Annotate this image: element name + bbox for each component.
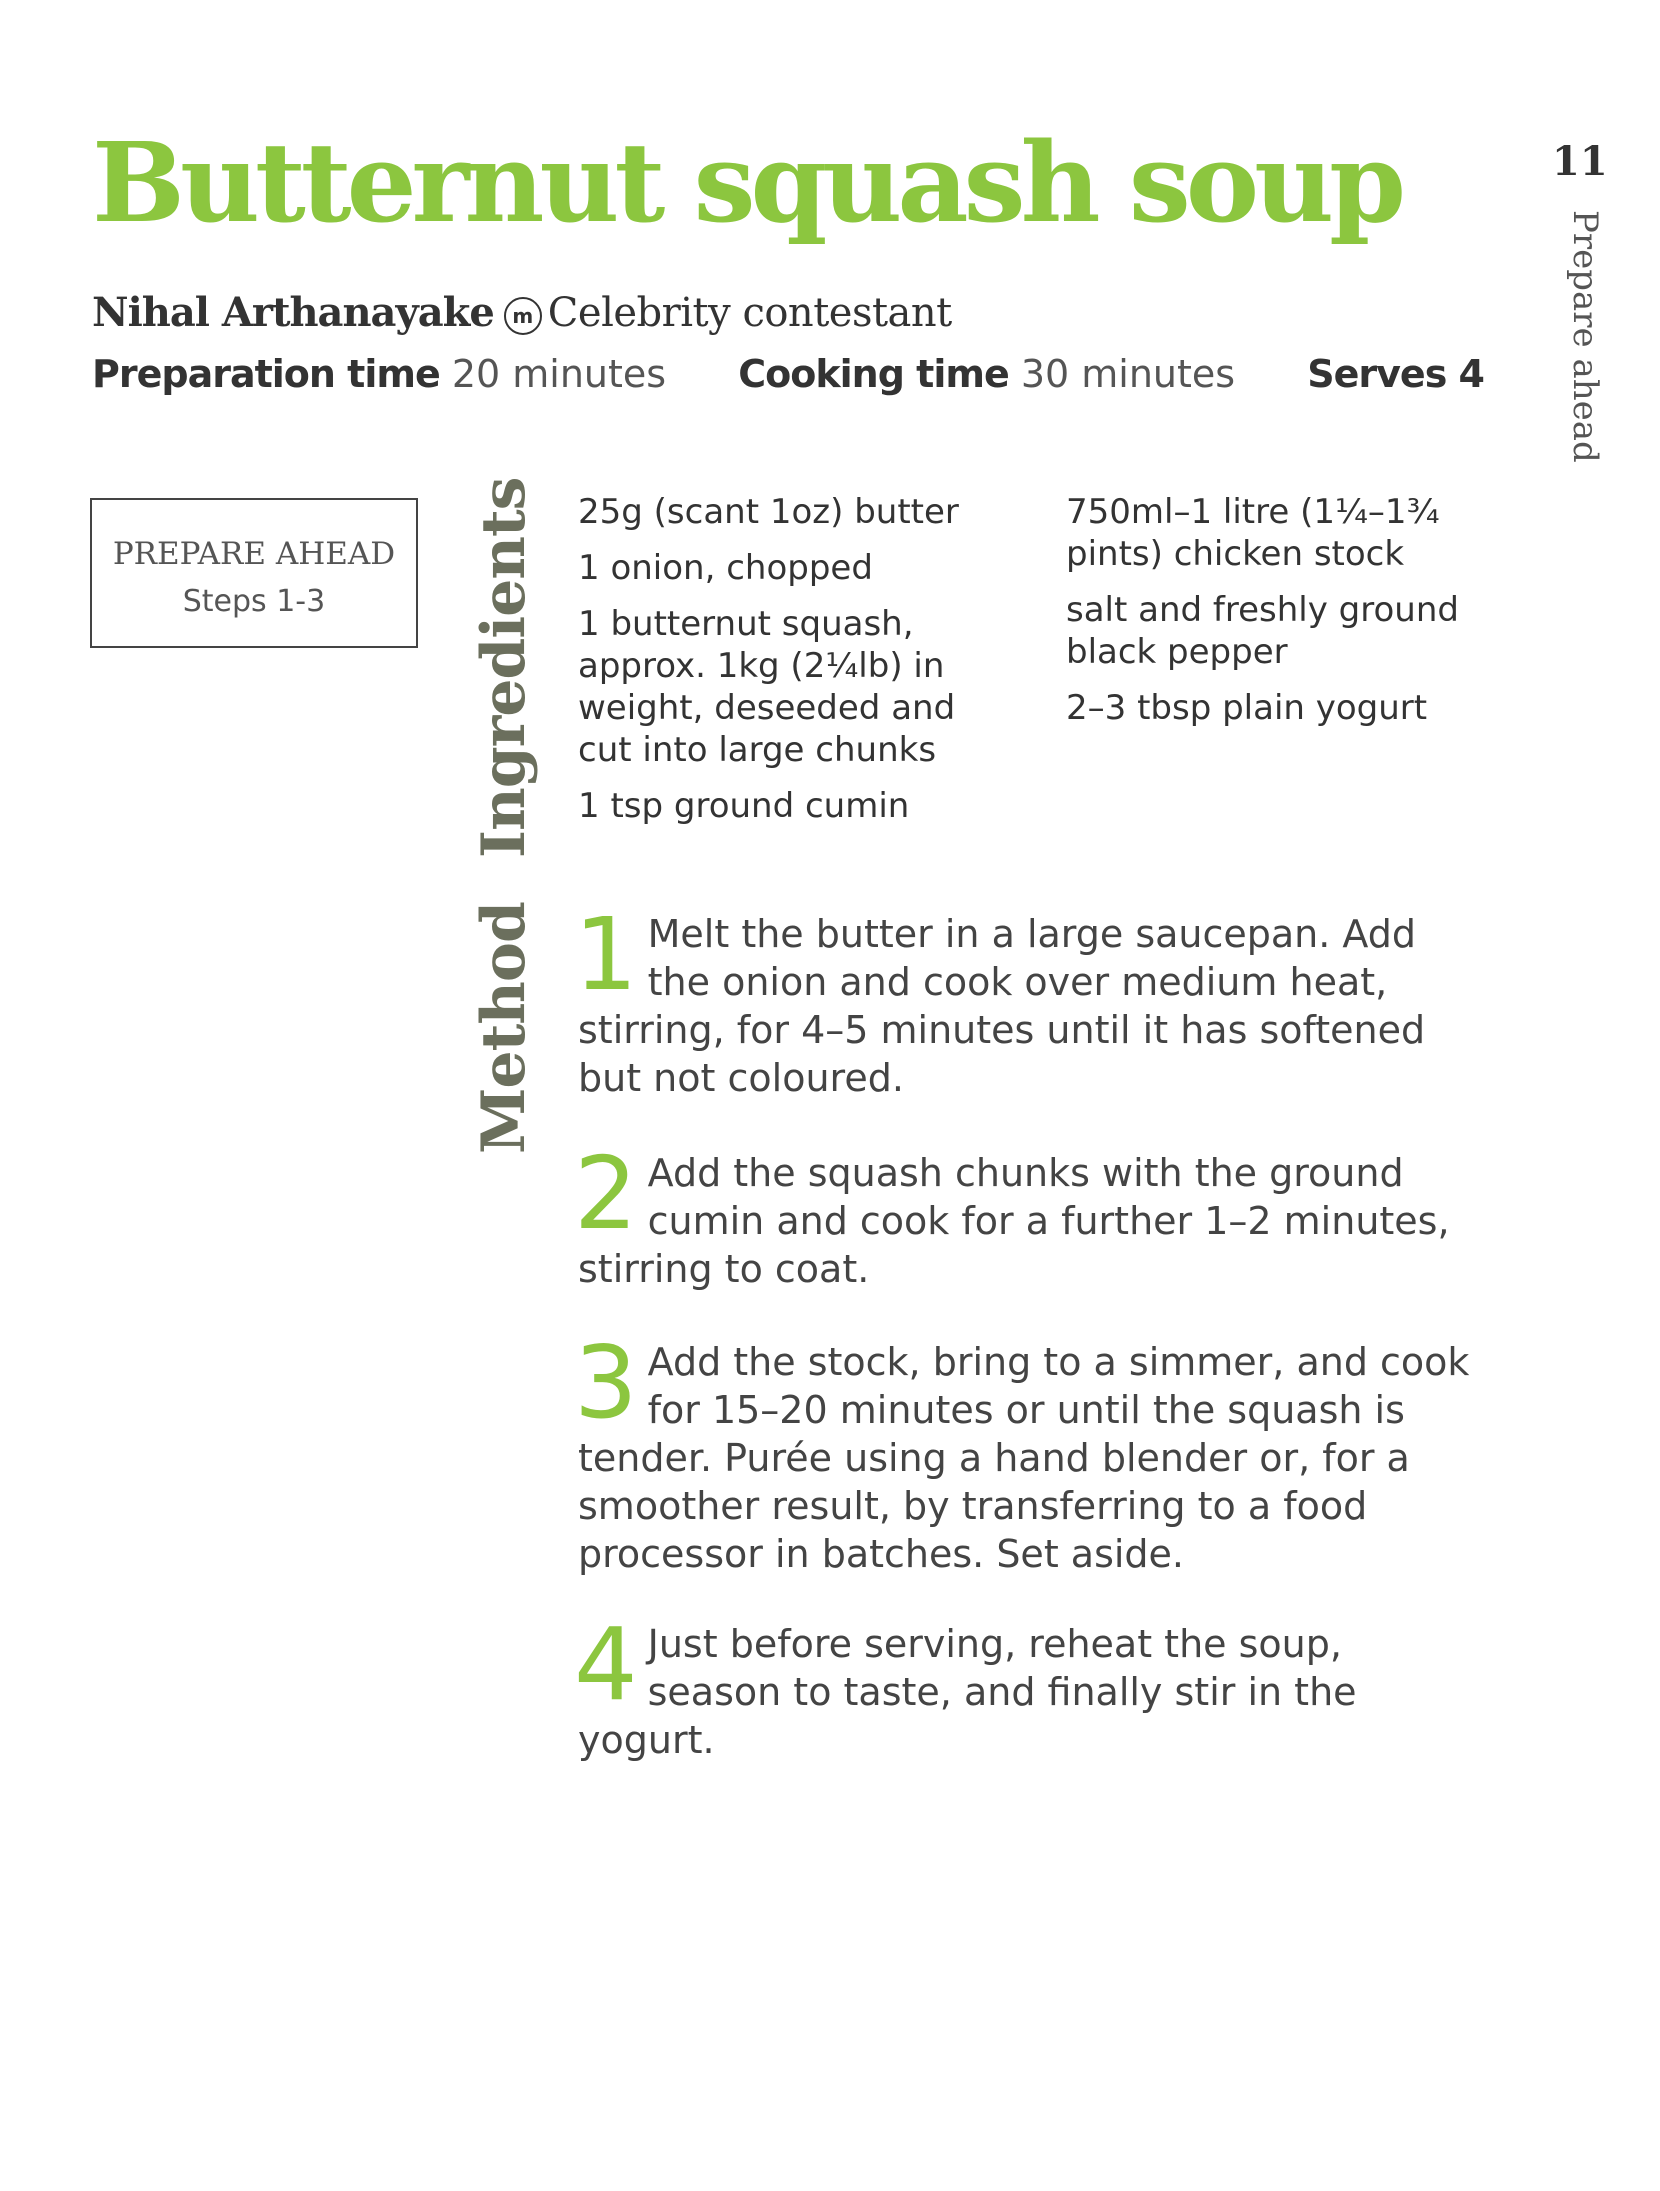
step-number: 4 <box>574 1606 638 1723</box>
ingredient-item: salt and freshly ground black pepper <box>1066 590 1459 672</box>
author-line <box>92 289 952 336</box>
step-text: Just before serving, reheat the soup, season to taste, and finally stir in the yogurt. <box>578 1622 1357 1762</box>
serves-label: Serves 4 <box>1307 352 1484 396</box>
ingredients-column-2 <box>1066 491 1486 743</box>
method-step <box>574 1135 1478 1293</box>
ingredients-column-1 <box>578 491 998 841</box>
ingredients-heading: Ingredients <box>469 477 539 858</box>
page-title: Butternut squash soup <box>92 118 1402 247</box>
recipe-info <box>92 352 1484 396</box>
cook-time-value: 30 minutes <box>1020 352 1236 396</box>
method-heading: Method <box>469 902 539 1154</box>
author-role: Celebrity contestant <box>547 290 952 336</box>
method-step <box>574 896 1478 1102</box>
side-section-label: Prepare ahead <box>1565 210 1605 463</box>
prepare-ahead-heading: PREPARE AHEAD <box>112 536 396 572</box>
step-text: Add the squash chunks with the ground cumin and cook for a further 1–2 minutes, stirring to coat. <box>578 1151 1450 1291</box>
step-number: 1 <box>574 896 638 1013</box>
prep-time-label: Preparation time <box>92 352 440 396</box>
step-number: 2 <box>574 1135 638 1252</box>
cook-time-label: Cooking time <box>738 352 1009 396</box>
method-step <box>574 1324 1478 1578</box>
ingredient-item: 1 onion, chopped <box>578 548 873 588</box>
step-number: 3 <box>574 1324 638 1441</box>
ingredient-item: 25g (scant 1oz) butter <box>578 492 959 532</box>
ingredient-item: 2–3 tbsp plain yogurt <box>1066 688 1428 728</box>
author-name: Nihal Arthanayake <box>92 289 494 336</box>
method-step <box>574 1606 1478 1764</box>
masterchef-logo-icon: m <box>504 297 542 335</box>
ingredient-item: 1 tsp ground cumin <box>578 786 910 826</box>
step-text: Add the stock, bring to a simmer, and cook for 15–20 minutes or until the squash is tender. Purée using a hand blender or, for a smoother result, by transferring to a food processor in batches. Set aside. <box>578 1340 1470 1576</box>
step-text: Melt the butter in a large saucepan. Add the onion and cook over medium heat, stirring, for 4–5 minutes until it has softened but not coloured. <box>578 912 1426 1100</box>
page-number: 11 <box>1552 138 1608 185</box>
prep-time-value: 20 minutes <box>451 352 667 396</box>
prepare-ahead-box <box>90 498 418 648</box>
ingredient-item: 1 butternut squash, approx. 1kg (2¼lb) in weight, deseeded and cut into large chunks <box>578 604 956 770</box>
prepare-ahead-steps: Steps 1-3 <box>182 584 326 619</box>
ingredient-item: 750ml–1 litre (1¼–1¾ pints) chicken stock <box>1066 492 1440 574</box>
